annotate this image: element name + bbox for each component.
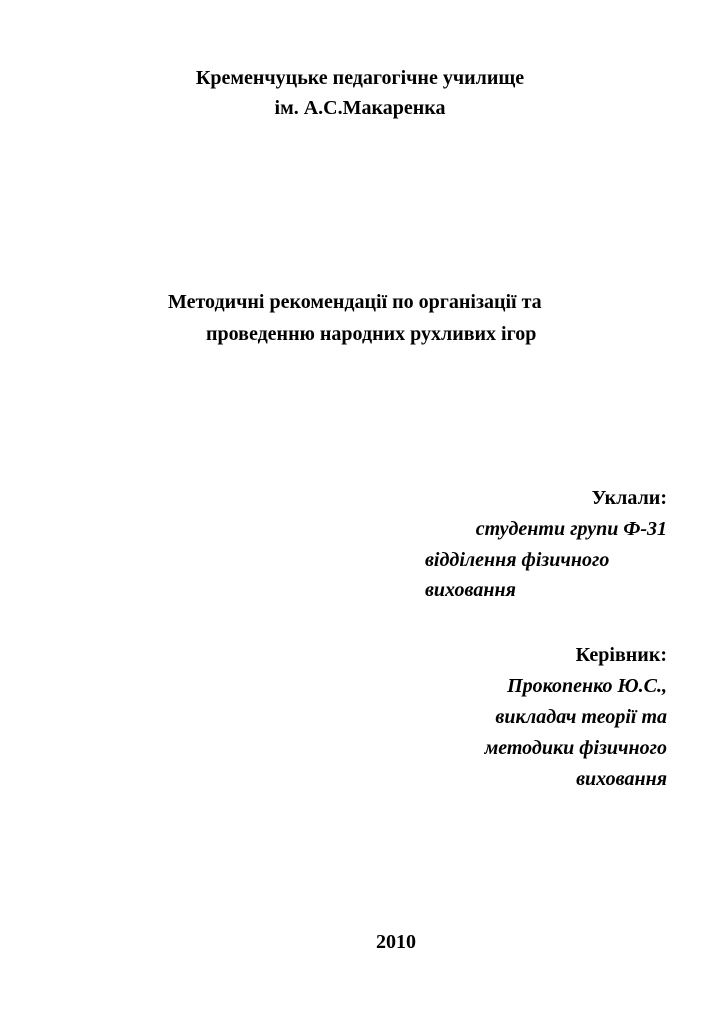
supervisor-role-line-3: виховання — [576, 768, 667, 790]
supervisor-name: Прокопенко Ю.С., — [507, 675, 667, 697]
document-title-line-1: Методичні рекомендації по організації та — [168, 291, 542, 313]
compilers-students: студенти групи Ф-31 — [475, 518, 667, 540]
supervisor-role-line-2: методики фізичного — [484, 737, 667, 759]
year: 2010 — [376, 931, 416, 953]
document-title-line-2: проведенню народних рухливих ігор — [206, 323, 537, 345]
supervisor-label: Керівник: — [575, 644, 667, 666]
institution-namesake: ім. А.С.Макаренка — [274, 97, 446, 119]
institution-name: Кременчуцьке педагогічне училище — [195, 67, 525, 89]
compilers-department-line-2: виховання — [425, 579, 516, 601]
compilers-label: Уклали: — [591, 487, 667, 509]
compilers-department-line-1: відділення фізичного — [425, 549, 610, 571]
supervisor-role-line-1: викладач теорії та — [495, 706, 667, 728]
